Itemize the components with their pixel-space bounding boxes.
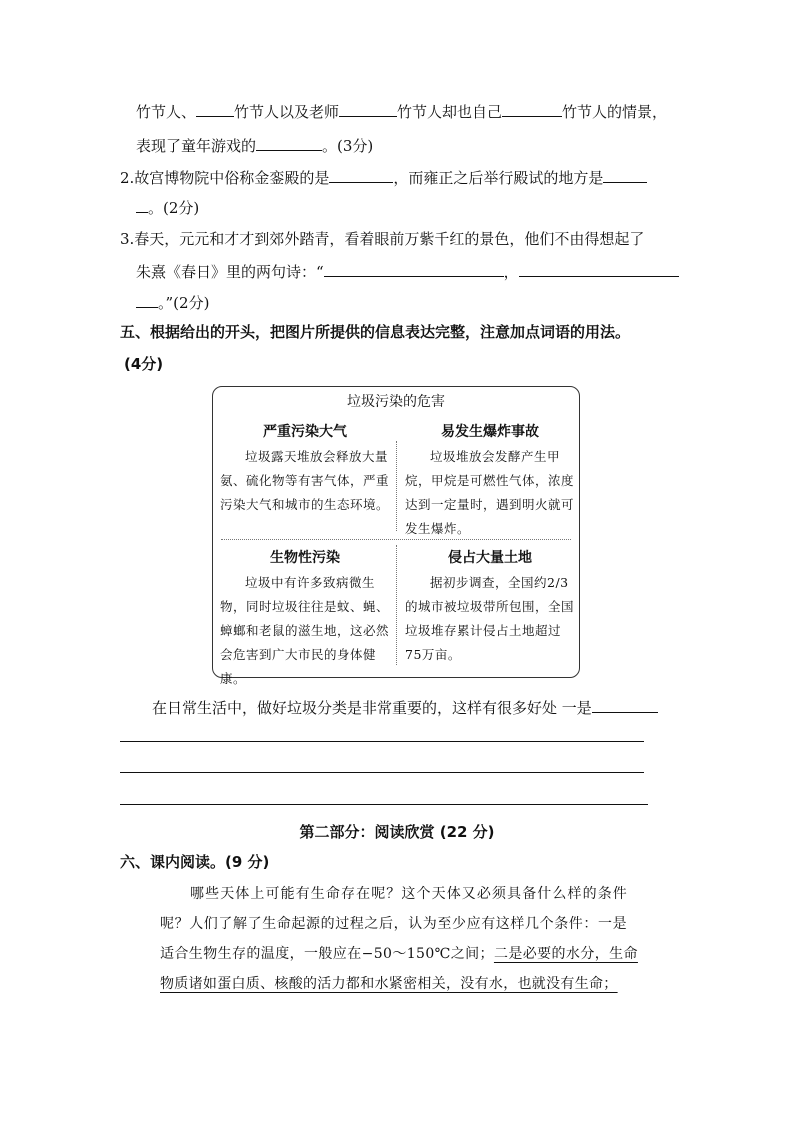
underlined-sentence: 二是必要的水分，生命 [493,946,638,962]
passage-line: 适合生物生存的温度，一般应在−50～150℃之间；二是必要的水分，生命 [160,946,638,962]
section-6-heading: 六、课内阅读。(9 分) [120,853,270,871]
section-5-prompt: 在日常生活中，做好垃圾分类是非常重要的，这样有很多好处 一是 [152,696,658,718]
passage-line: 呢？人们了解了生命起源的过程之后，认为至少应有这样几个条件：一是 [160,916,628,932]
vertical-divider [396,545,397,665]
answer-blank[interactable] [196,100,234,117]
answer-blank[interactable] [136,196,148,213]
answer-line[interactable] [120,772,644,773]
passage-line: 哪些天体上可能有生命存在呢？这个天体又必须具备什么样的条件 [190,886,628,902]
question-2-line2: 。(2分) [136,196,199,218]
answer-blank[interactable] [592,696,658,713]
info-figure [212,386,580,686]
answer-blank[interactable] [502,100,562,117]
section-5-heading: 五、根据给出的开头，把图片所提供的信息表达完整，注意加点词语的用法。 [120,323,631,341]
info-cell: 易发生爆炸事故 垃圾堆放会发酵产生甲烷，甲烷是可燃性气体，浓度达到一定量时，遇到明火就可发生爆炸。 [405,424,575,536]
answer-line[interactable] [120,741,644,742]
q4-cont-line2: 表现了童年游戏的 。(3分) [136,134,373,156]
answer-blank[interactable] [136,291,158,308]
question-3-line3: 。”(2分) [136,291,209,313]
answer-blank[interactable] [324,260,504,277]
underlined-sentence: 物质诸如蛋白质、核酸的活力都和水紧密相关，没有水，也就没有生命； [160,976,618,992]
figure-title: 垃圾污染的危害 [347,394,445,410]
question-2-line1: 2.故宫博物院中俗称金銮殿的是 ，而雍正之后举行殿试的地方是 [120,166,647,188]
q4-cont-line1: 竹节人、 竹节人以及老师 竹节人却也自己 竹节人的情景， [136,100,667,122]
vertical-divider [396,441,397,531]
section-5-points: (4分) [124,355,164,373]
answer-blank[interactable] [329,166,393,183]
info-cell: 侵占大量土地 据初步调查，全国约2/3的城市被垃圾带所包围，全国垃圾堆存累计侵占土地超过75万亩。 [405,550,575,662]
answer-blank[interactable] [256,134,322,151]
info-cell: 严重污染大气 垃圾露天堆放会释放大量氨、硫化物等有害气体，严重污染大气和城市的生态环境。 [220,424,390,512]
info-cell: 生物性污染 垃圾中有许多致病微生物，同时垃圾往往是蚊、蝇、蟑螂和老鼠的滋生地，这必然会危害到广大市民的身体健康。 [220,550,390,686]
answer-blank[interactable] [519,260,679,277]
answer-blank[interactable] [339,100,397,117]
answer-line[interactable] [120,804,648,805]
answer-blank[interactable] [603,166,647,183]
question-3-line2: 朱熹《春日》里的两句诗：“ ， [136,260,679,282]
question-3-line1: 3.春天，元元和才才到郊外踏青，看着眼前万紫千红的景色，他们不由得想起了 [120,230,645,248]
part-2-title: 第二部分：阅读欣赏 (22 分) [299,823,495,841]
